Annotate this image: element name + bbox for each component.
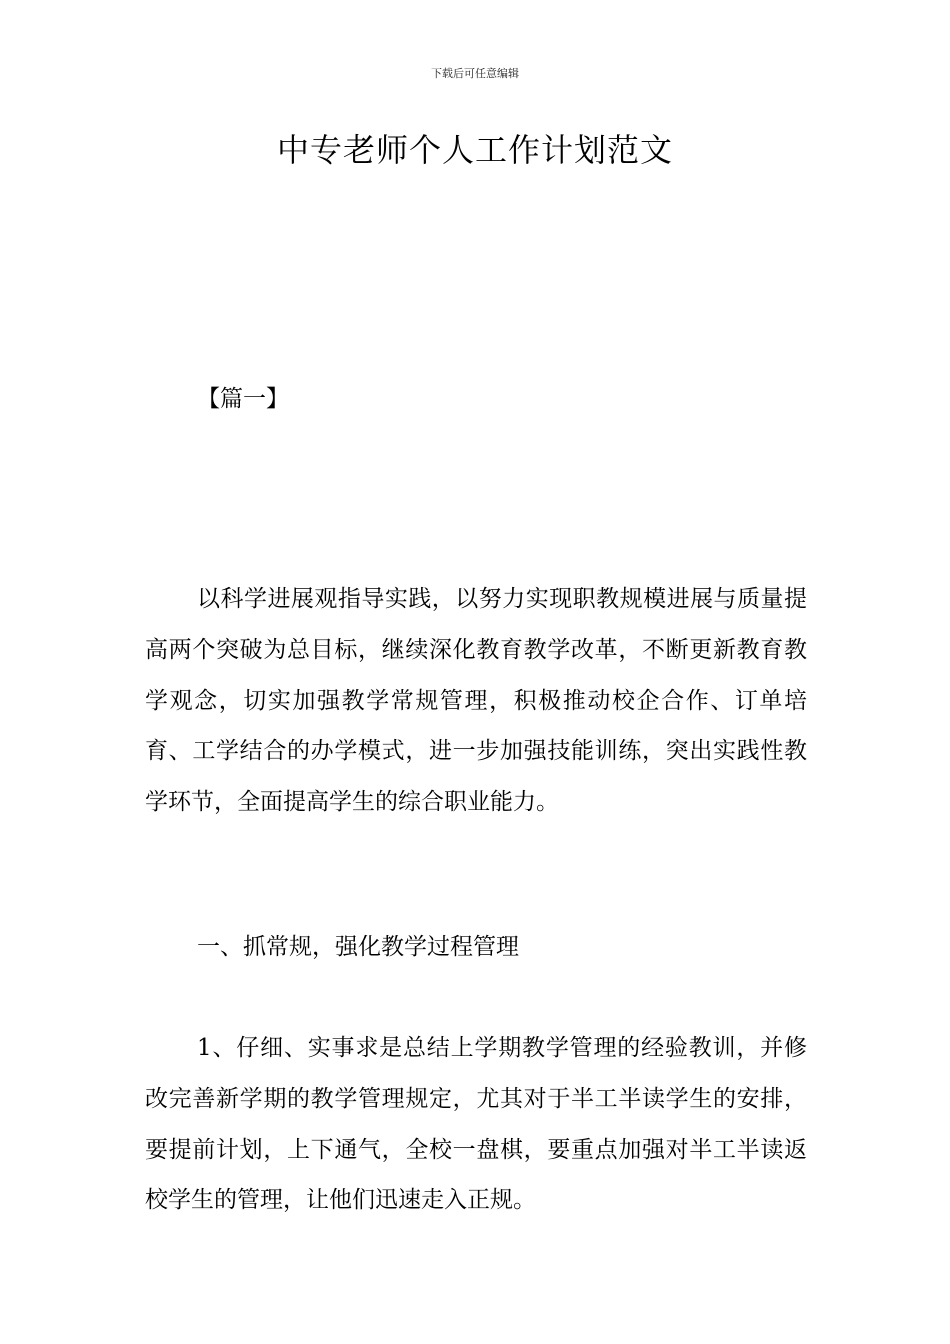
section-label: 【篇一】 <box>197 386 289 412</box>
item-1-paragraph: 1、仔细、实事求是总结上学期教学管理的经验教训，并修改完善新学期的教学管理规定，尤其对于半工半读学生的安排，要提前计划，上下通气，全校一盘棋，要重点加强对半工半读返校学生的管理，让他们迅速走入正规。 <box>145 1035 807 1214</box>
section-heading-1: 一、抓常规，强化教学过程管理 <box>197 934 519 960</box>
header-note: 下载后可任意编辑 <box>431 67 519 80</box>
document-title: 中专老师个人工作计划范文 <box>276 131 673 169</box>
intro-paragraph: 以科学进展观指导实践，以努力实现职教规模进展与质量提高两个突破为总目标，继续深化教育教学改革，不断更新教育教学观念，切实加强教学常规管理，积极推动校企合作、订单培育、工学结合的办学模式，进一步加强技能训练，突出实践性教学环节，全面提高学生的综合职业能力。 <box>145 586 807 816</box>
